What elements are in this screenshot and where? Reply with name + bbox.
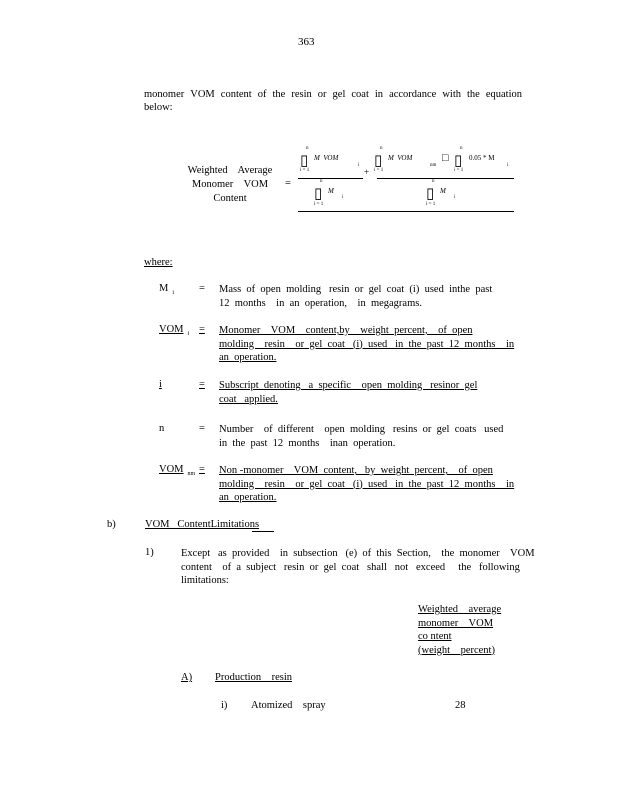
definition-symbol-text: n [159,423,165,434]
intro-word: or [317,89,327,100]
definition-symbol [159,283,174,296]
item-i-label: Atomized spray [251,700,326,711]
definition-line: an operation. [219,352,277,363]
equation-underline [298,211,514,212]
intro-word: accordance [389,89,437,100]
page-number: 363 [298,36,315,48]
term-1-sub: i [358,163,360,168]
sum-upper-1: n [306,146,309,151]
intro-word: equation [485,89,522,100]
intro-word: resin [291,89,312,100]
item-i-marker: i) [221,700,228,711]
intro-word: of [257,89,267,100]
definition-line: Non -monomer VOM content, by weight percent, of open [219,465,493,476]
intro-word: in [374,89,384,100]
term-1: M VOM [314,154,339,162]
column-header-line-4: (weight percent) [418,644,495,656]
intro-word: VOM [190,89,215,100]
definition-line: Subscript denoting a specific open molding resinor gel [219,380,478,391]
definition-line: in the past 12 months inan operation. [219,437,396,449]
term-3-sub: i [507,163,509,168]
equation-label-line-1: Weighted Average [187,165,273,176]
intro-word: monomer [144,89,185,100]
section-b-title-underline-extension [252,531,274,532]
definition-text [219,324,514,365]
definition-text [219,464,514,505]
definition-equals: = [199,464,205,475]
term-3: 0.05 * M [469,154,495,162]
definition-symbol-text: VOM [159,324,184,335]
definition-line: Number of different open molding resins or gel coats used [219,424,504,435]
definition-equals: = [199,324,205,335]
intro-word: the [467,89,480,100]
definition-symbol-text: M [159,283,169,294]
intro-line-1 [144,89,522,100]
equation-label-line-2: Monomer VOM [191,179,269,190]
sum-upper-3: n [460,146,463,151]
definition-symbol [159,324,189,337]
definition-line: molding resin or gel coat (i) used in the past 12 months in [219,478,515,490]
column-header-line-2: monomer VOM [418,617,494,629]
item-1-line-3: limitations: [181,575,229,586]
definition-line: coat applied. [219,393,278,405]
definition-line: Monomer VOM content,by weight percent, of open [219,325,473,336]
denominator-1 [298,178,368,212]
definition-line: Mass of open molding resin or gel coat (i) used inthe past [219,284,493,295]
where-label: where: [144,257,173,268]
summation-icon-d1: ▯ [314,186,323,202]
summation-icon-3: ▯ [454,153,463,169]
sum-lower-2: i = 1 [374,168,384,173]
sum-upper-d1: n [320,179,323,184]
intro-word: with [442,89,461,100]
sum-lower-d2: i = 1 [426,202,436,207]
term-2-sub: nm [430,163,437,168]
sum-lower-d1: i = 1 [314,202,324,207]
definition-symbol-subscript: nm [187,471,196,478]
definition-symbol [159,464,195,477]
section-b-title: VOM ContentLimitations [145,519,260,530]
definition-text [219,423,503,450]
definition-line: 12 months in an operation, in megagrams. [219,297,422,309]
intro-word: content [220,89,252,100]
item-i-value: 28 [455,700,466,711]
definition-symbol [159,423,164,434]
sum-upper-d2: n [432,179,435,184]
item-1-paragraph [181,547,535,588]
definition-equals: = [199,283,205,294]
definition-equals: = [199,379,205,390]
intro-line-2: below: [144,102,173,113]
denom-term-1: M [328,187,334,195]
sum-lower-3: i = 1 [454,168,464,173]
definition-symbol [159,379,162,390]
denom-sub-2: i [454,195,456,200]
definition-symbol-subscript: i [172,290,175,297]
definition-symbol-text: i [159,379,162,390]
definition-text [219,283,492,310]
equation-equals: = [285,178,291,189]
definition-text [219,379,477,406]
summation-icon-1: ▯ [300,153,309,169]
definition-symbol-subscript: i [187,331,190,338]
column-header [418,603,501,657]
item-a-title: Production resin [215,672,292,683]
denominator-2 [410,178,480,212]
denom-sub-1: i [342,195,344,200]
summation-icon-d2: ▯ [426,186,435,202]
item-1-marker: 1) [145,547,154,558]
item-a-marker: A) [181,672,193,683]
bracket-icon: □ [442,152,449,164]
equation-numerator [298,143,514,183]
definition-symbol-text: VOM [159,464,184,475]
definition-line: molding resin or gel coat (i) used in the past 12 months in [219,338,515,350]
equation-label-line-3: Content [213,193,247,204]
section-b-marker: b) [107,519,116,530]
sum-lower-1: i = 1 [300,168,310,173]
plus-sign: + [364,167,370,177]
sum-upper-2: n [380,146,383,151]
item-1-line-1: Except as provided in subsection (e) of this Section, the monomer VOM [181,548,535,559]
definition-line: an operation. [219,492,277,503]
intro-word: gel [332,89,346,100]
intro-word: coat [351,89,369,100]
summation-icon-2: ▯ [374,153,383,169]
denom-term-2: M [440,187,446,195]
intro-word: the [272,89,286,100]
item-1-line-2: content of a subject resin or gel coat shall not exceed the following [181,561,520,573]
equation-label [178,164,282,206]
term-2: M VOM [388,154,413,162]
column-header-line-3: co ntent [418,631,452,642]
column-header-line-1: Weighted average [418,604,502,615]
definition-equals: = [199,423,205,434]
